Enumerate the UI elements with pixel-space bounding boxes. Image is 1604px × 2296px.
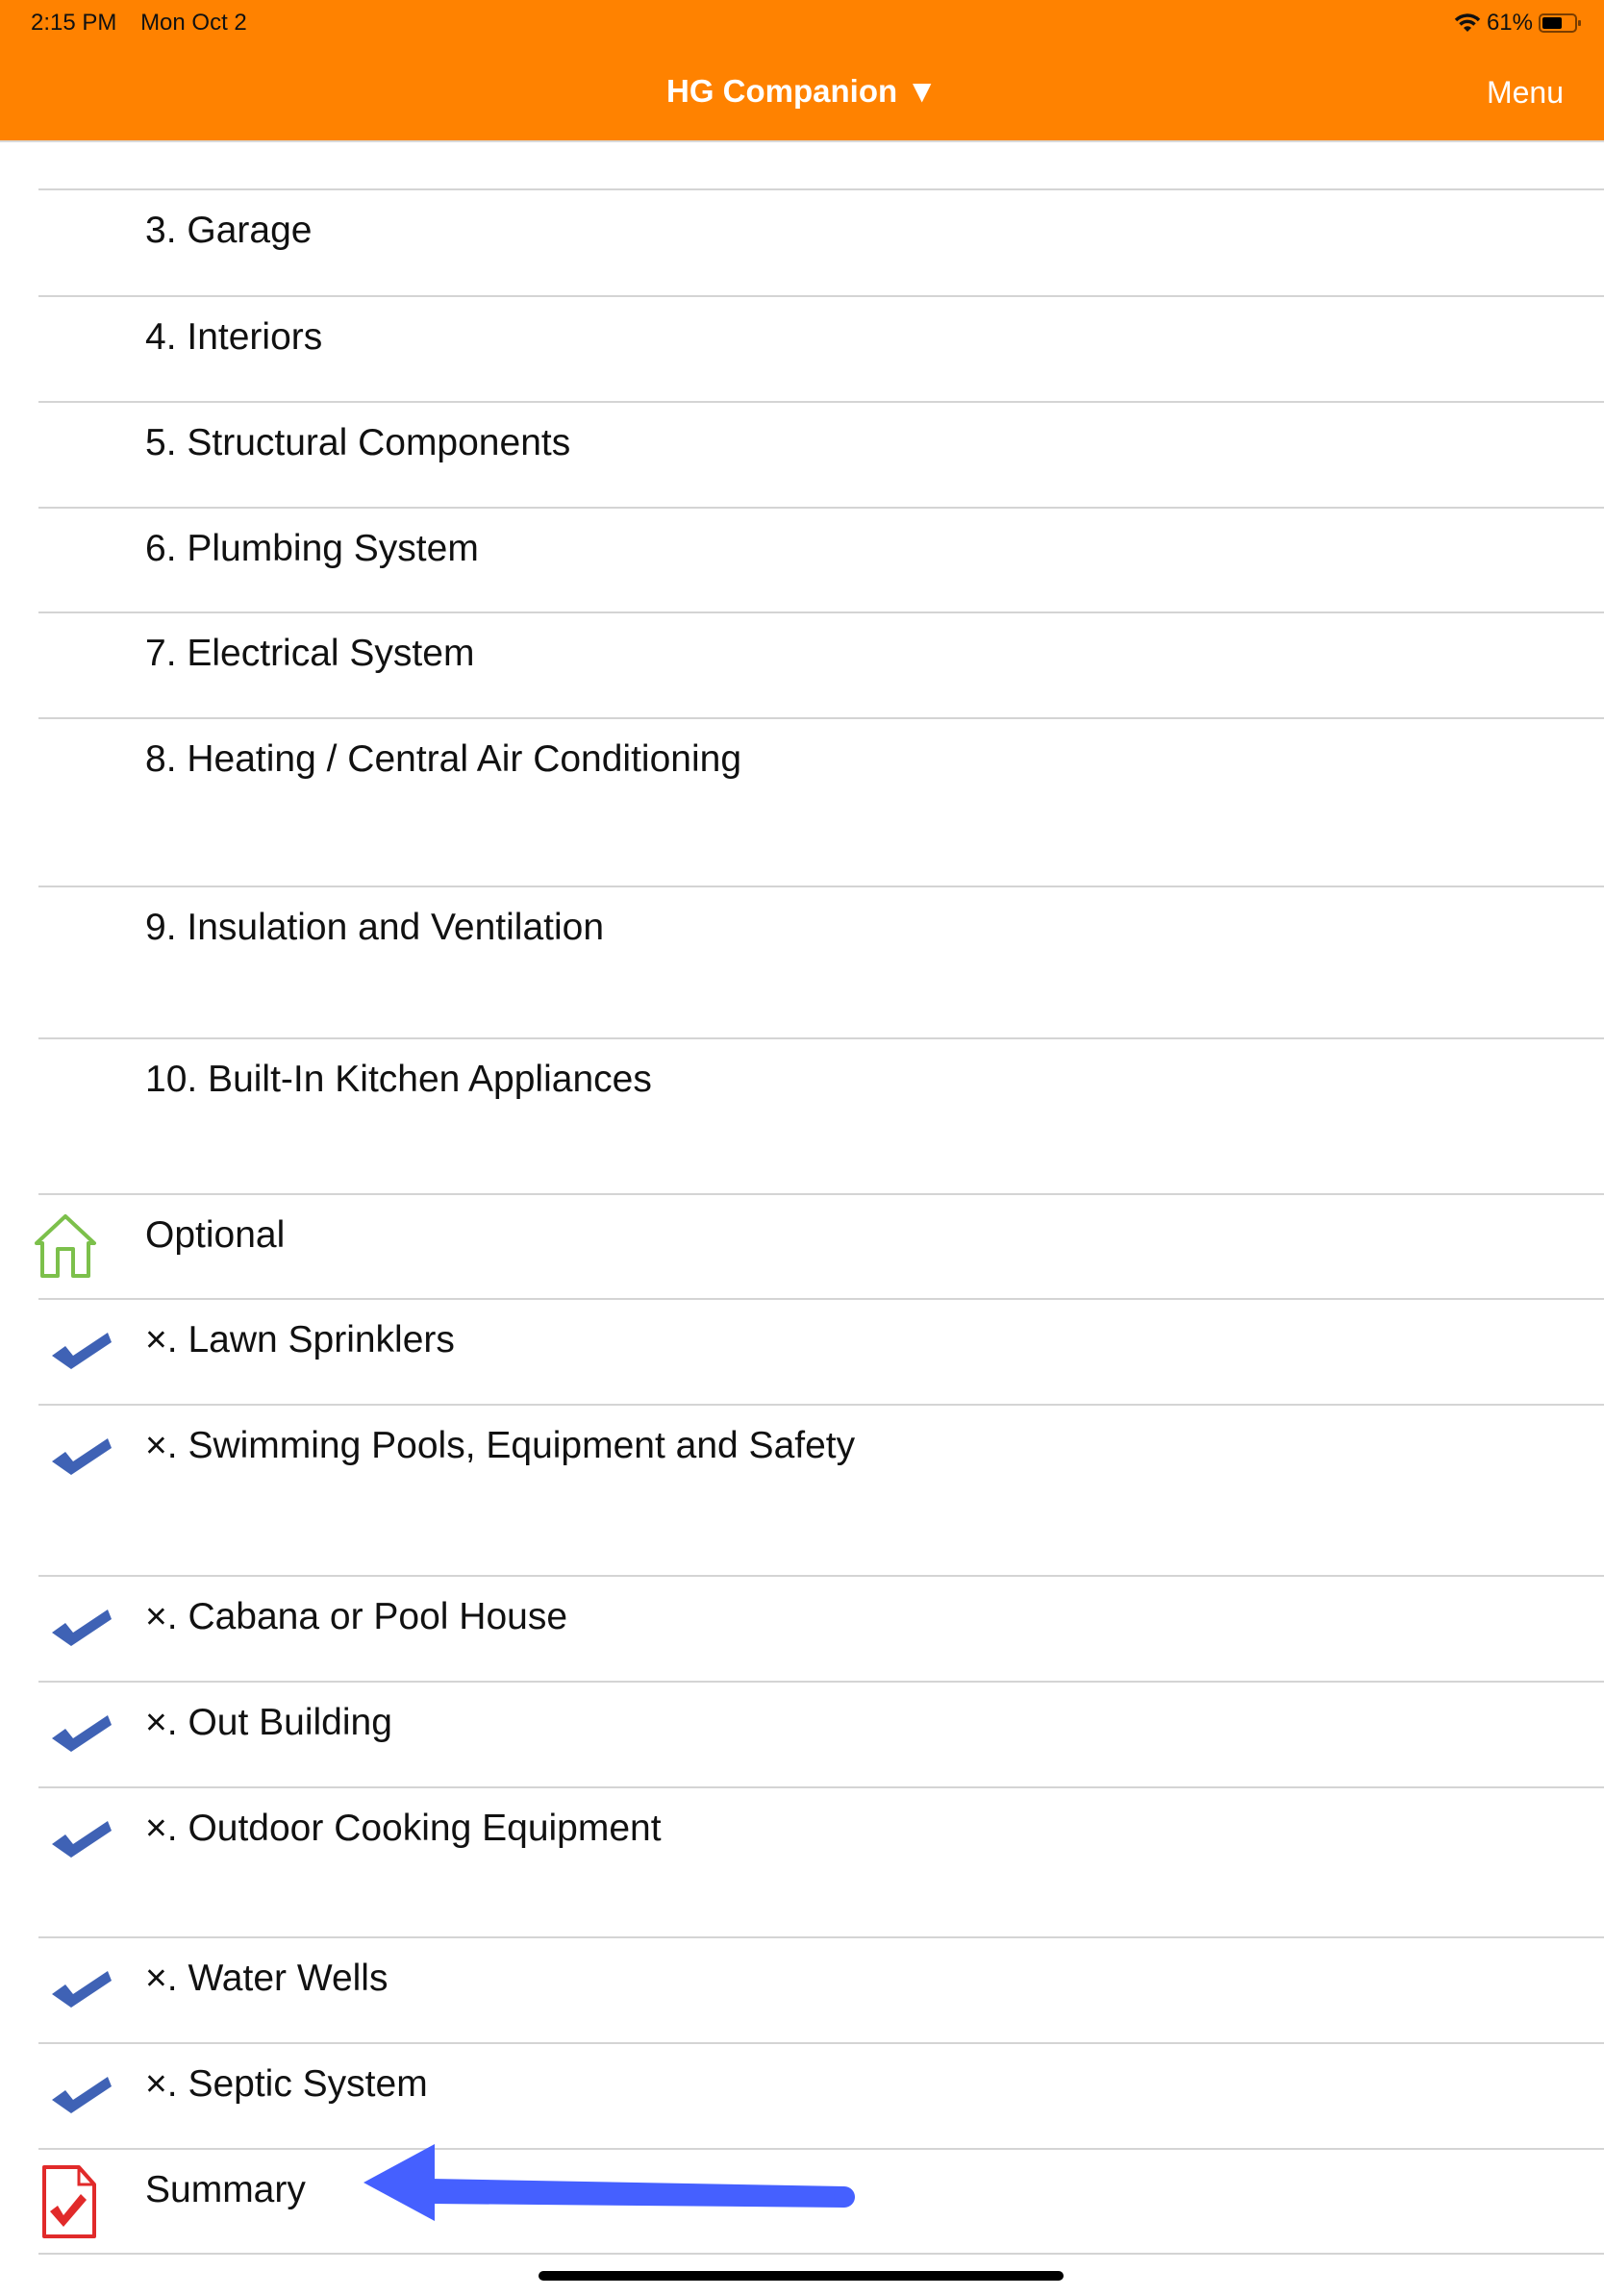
- list-item-label: 6. Plumbing System: [145, 528, 479, 569]
- list-item-label: Summary: [145, 2169, 306, 2210]
- checkmark-icon: [31, 1954, 117, 2022]
- checkmark-icon: [31, 1315, 117, 1384]
- list-item[interactable]: [38, 1039, 1604, 1195]
- app-title-dropdown[interactable]: HG Companion ▼: [666, 73, 938, 109]
- checkmark-icon: [31, 1698, 117, 1766]
- status-time: 2:15 PM: [31, 10, 117, 36]
- section-list: [0, 142, 1604, 2255]
- home-indicator: [539, 2271, 1064, 2281]
- list-item[interactable]: [38, 297, 1604, 403]
- list-item-label: 5. Structural Components: [145, 422, 571, 463]
- list-item-label: 8. Heating / Central Air Conditioning: [145, 738, 742, 780]
- summary-document-icon: [31, 2165, 102, 2245]
- list-item-label: 4. Interiors: [145, 316, 323, 358]
- wifi-icon: [1454, 12, 1481, 34]
- battery-icon: [1539, 13, 1577, 33]
- battery-level: [1542, 17, 1562, 29]
- list-item[interactable]: [38, 509, 1604, 613]
- list-item-label: 7. Electrical System: [145, 633, 475, 674]
- checkmark-icon: [31, 1421, 117, 1489]
- annotation-arrow-icon: [356, 2140, 865, 2221]
- list-item-label: 10. Built-In Kitchen Appliances: [145, 1059, 652, 1100]
- navigation-bar: [0, 0, 1604, 142]
- list-item[interactable]: [38, 1577, 1604, 1683]
- list-item-label: ×. Cabana or Pool House: [145, 1596, 568, 1637]
- list-item[interactable]: [38, 1683, 1604, 1788]
- status-bar-left: [31, 10, 264, 37]
- list-item[interactable]: [38, 403, 1604, 509]
- list-item-label: ×. Septic System: [145, 2063, 428, 2105]
- list-item-label: ×. Outdoor Cooking Equipment: [145, 1808, 662, 1849]
- list-item-label: ×. Swimming Pools, Equipment and Safety: [145, 1425, 856, 1466]
- list-item-label: ×. Lawn Sprinklers: [145, 1319, 455, 1360]
- home-icon: [31, 1210, 100, 1285]
- status-bar-right: [1454, 10, 1577, 37]
- list-item[interactable]: [38, 2044, 1604, 2150]
- list-item[interactable]: [38, 190, 1604, 297]
- checkmark-icon: [31, 2059, 117, 2128]
- list-item[interactable]: [38, 1938, 1604, 2044]
- list-item-label: Optional: [145, 1214, 286, 1256]
- list-item-label: 3. Garage: [145, 210, 313, 251]
- list-item-label: 9. Insulation and Ventilation: [145, 907, 605, 948]
- list-item[interactable]: [38, 1195, 1604, 1300]
- list-item[interactable]: [38, 613, 1604, 719]
- list-item[interactable]: [38, 1300, 1604, 1406]
- list-item: [38, 142, 1604, 190]
- menu-button[interactable]: Menu: [1486, 75, 1564, 110]
- list-item[interactable]: [38, 887, 1604, 1039]
- list-item-label: ×. Out Building: [145, 1702, 392, 1743]
- list-item[interactable]: [38, 1788, 1604, 1938]
- list-item[interactable]: [38, 1406, 1604, 1577]
- checkmark-icon: [31, 1592, 117, 1660]
- checkmark-icon: [31, 1804, 117, 1872]
- battery-percent: 61%: [1486, 10, 1533, 36]
- status-date: Mon Oct 2: [140, 10, 247, 36]
- list-item[interactable]: [38, 719, 1604, 887]
- list-item-label: ×. Water Wells: [145, 1958, 388, 1999]
